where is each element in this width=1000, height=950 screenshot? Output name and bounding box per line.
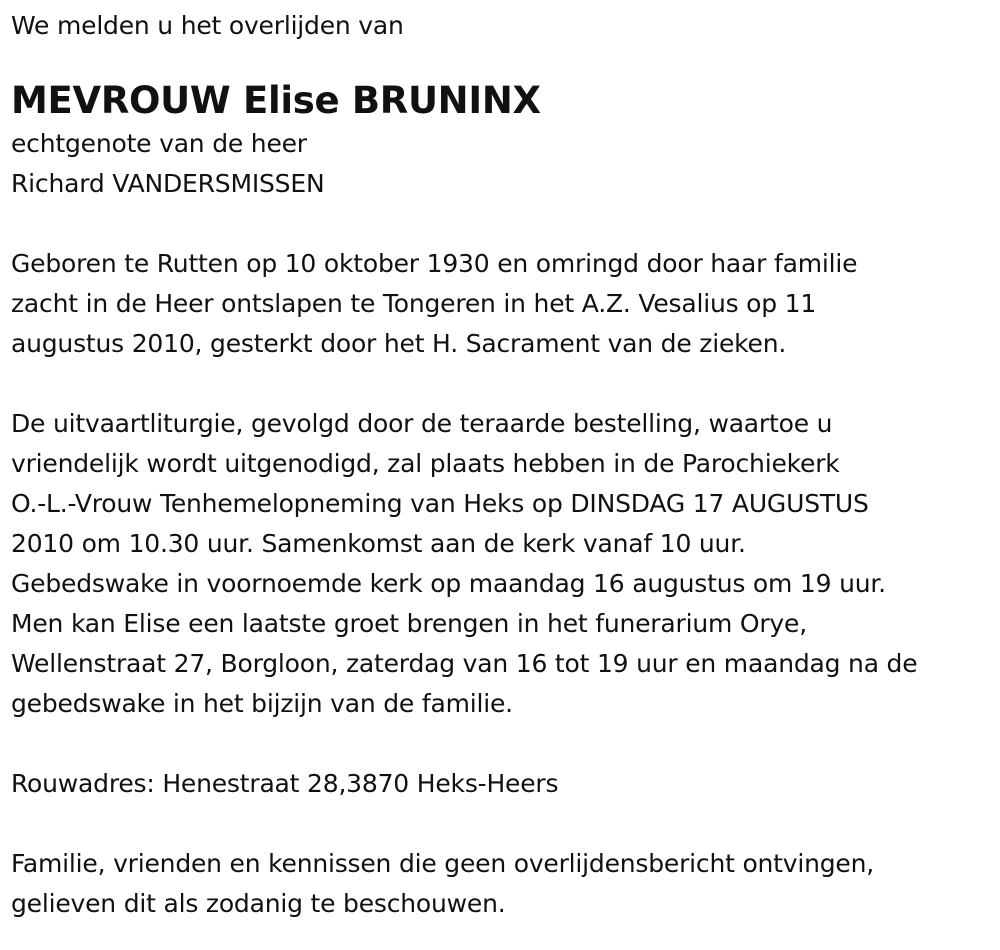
spouse-line: Richard VANDERSMISSEN [11,169,325,198]
deceased-name: MEVROUW Elise BRUNINX [11,79,541,122]
paragraph-line: zacht in de Heer ontslapen te Tongeren in het A.Z. Vesalius op 11 [11,289,817,318]
paragraph-line: Familie, vrienden en kennissen die geen overlijdensbericht ontvingen, [11,849,875,878]
birth-paragraph [11,244,991,364]
paragraph-line: augustus 2010, gesterkt door het H. Sacrament van de zieken. [11,329,787,358]
death-notice [11,6,991,924]
paragraph-line: 2010 om 10.30 uur. Samenkomst aan de kerk vanaf 10 uur. [11,529,746,558]
funeral-paragraph [11,404,991,724]
paragraph-line: Gebedswake in voornoemde kerk op maandag 16 augustus om 19 uur. [11,569,886,598]
closing-paragraph [11,844,991,924]
paragraph-line: Geboren te Rutten op 10 oktober 1930 en omringd door haar familie [11,249,858,278]
spouse-line: echtgenote van de heer [11,129,307,158]
paragraph-line: Men kan Elise een laatste groet brengen in het funerarium Orye, [11,609,807,638]
spouse-section [11,124,991,204]
paragraph-line: De uitvaartliturgie, gevolgd door de teraarde bestelling, waartoe u [11,409,833,438]
paragraph-line: O.-L.-Vrouw Tenhemelopneming van Heks op DINSDAG 17 AUGUSTUS [11,489,869,518]
paragraph-line: vriendelijk wordt uitgenodigd, zal plaats hebben in de Parochiekerk [11,449,840,478]
intro-text: We melden u het overlijden van [11,11,404,40]
address-paragraph [11,764,991,804]
paragraph-line: gelieven dit als zodanig te beschouwen. [11,889,506,918]
paragraph-line: gebedswake in het bijzijn van de familie. [11,689,513,718]
paragraph-line: Wellenstraat 27, Borgloon, zaterdag van 16 tot 19 uur en maandag na de [11,649,918,678]
mourning-address: Rouwadres: Henestraat 28,3870 Heks-Heers [11,769,559,798]
